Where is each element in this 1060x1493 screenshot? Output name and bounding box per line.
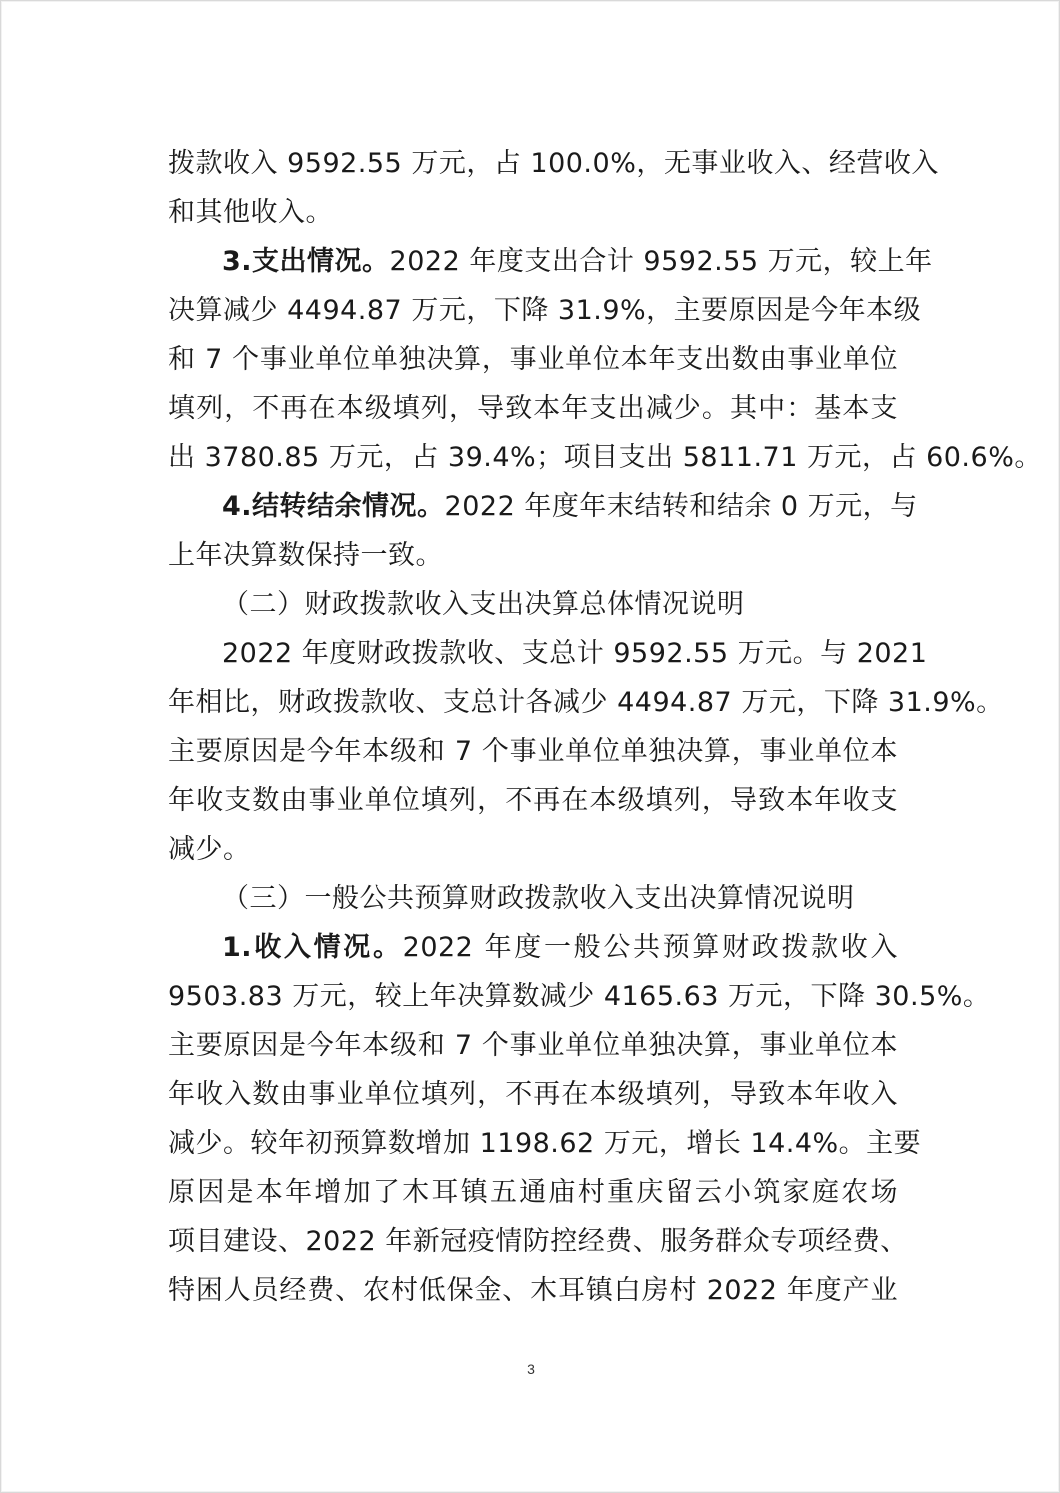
- text-line: 年相比，财政拨款收、支总计各减少 4494.87 万元，下降 31.9%。: [168, 687, 1004, 718]
- paragraph-income-continued: [168, 139, 939, 237]
- paragraph-heading: 4.结转结余情况。: [222, 491, 445, 522]
- text-run: 2022 年度支出合计 9592.55 万元，较上年: [389, 246, 933, 277]
- section-title-3: [168, 874, 898, 923]
- text-line: [168, 237, 933, 286]
- text-line: 主要原因是今年本级和 7 个事业单位单独决算，事业单位本: [168, 736, 898, 767]
- text-line: 和其他收入。: [168, 197, 333, 228]
- text-line: 年收支数由事业单位填列，不再在本级填列，导致本年收支: [168, 785, 898, 816]
- text-line: [168, 482, 918, 531]
- text-line: 9503.83 万元，较上年决算数减少 4165.63 万元，下降 30.5%。: [168, 981, 991, 1012]
- section-title: （二）财政拨款收入支出决算总体情况说明: [222, 589, 745, 620]
- text-line: 年收入数由事业单位填列，不再在本级填列，导致本年收入: [168, 1079, 898, 1110]
- paragraph-general-budget-income: [168, 923, 991, 1315]
- section-title: （三）一般公共预算财政拨款收入支出决算情况说明: [222, 883, 855, 914]
- text-line: 出 3780.85 万元，占 39.4%；项目支出 5811.71 万元，占 60.6%。: [168, 442, 1042, 473]
- text-line: 决算减少 4494.87 万元，下降 31.9%，主要原因是今年本级: [168, 295, 922, 326]
- paragraph-heading: 3.支出情况。: [222, 246, 390, 277]
- text-line: 减少。: [168, 834, 251, 865]
- text-line: 和 7 个事业单位单独决算，事业单位本年支出数由事业单位: [168, 344, 898, 375]
- text-line: [168, 923, 898, 972]
- text-run: 2022 年度年末结转和结余 0 万元，与: [444, 491, 918, 522]
- section-title-2: [168, 580, 898, 629]
- paragraph-heading: 1.收入情况。: [222, 932, 403, 963]
- text-line: 特困人员经费、农村低保金、木耳镇白房村 2022 年度产业: [168, 1275, 898, 1306]
- text-line: 上年决算数保持一致。: [168, 540, 443, 571]
- text-run: 2022 年度一般公共预算财政拨款收入: [402, 932, 898, 963]
- page-body: [168, 139, 1042, 1315]
- text-line: 项目建设、2022 年新冠疫情防控经费、服务群众专项经费、: [168, 1226, 908, 1257]
- text-line: 2022 年度财政拨款收、支总计 9592.55 万元。与 2021: [222, 638, 928, 669]
- text-line: 拨款收入 9592.55 万元，占 100.0%，无事业收入、经营收入: [168, 148, 939, 179]
- text-line: 主要原因是今年本级和 7 个事业单位单独决算，事业单位本: [168, 1030, 898, 1061]
- paragraph-fiscal-total: [168, 629, 1004, 874]
- paragraph-expenditure: [168, 237, 1042, 482]
- text-line: 填列，不再在本级填列，导致本年支出减少。其中：基本支: [168, 393, 898, 424]
- paragraph-carryover: [168, 482, 918, 580]
- text-line: 原因是本年增加了木耳镇五通庙村重庆留云小筑家庭农场: [168, 1177, 898, 1208]
- text-line: 减少。较年初预算数增加 1198.62 万元，增长 14.4%。主要: [168, 1128, 922, 1159]
- page-number: 3: [527, 1361, 535, 1377]
